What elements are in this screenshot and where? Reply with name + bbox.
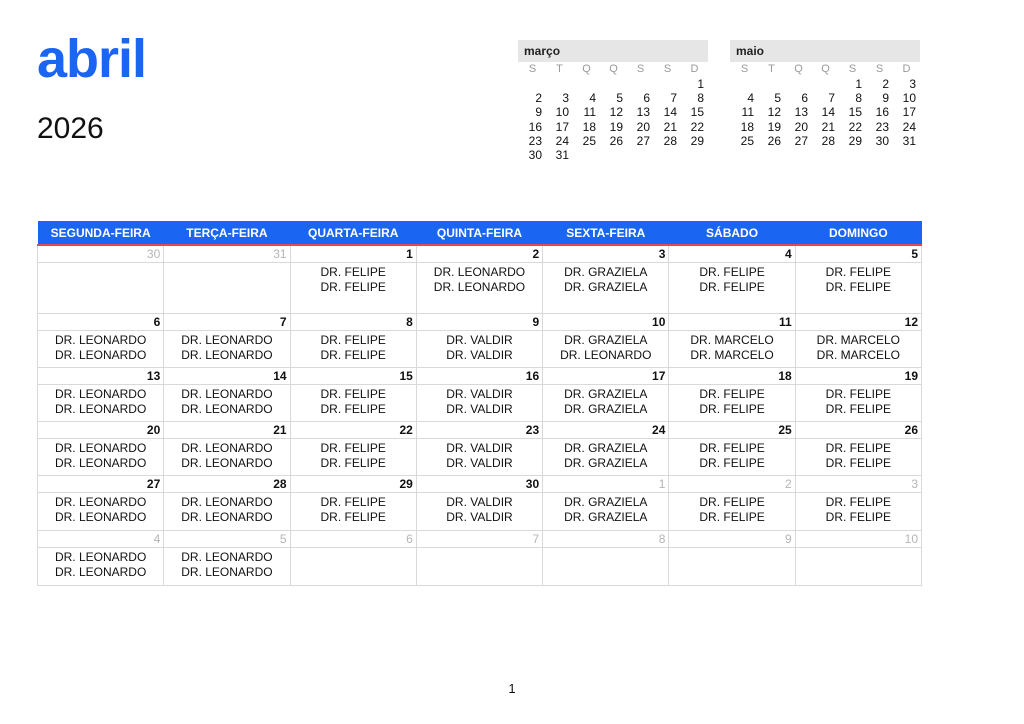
schedule-entry: DR. FELIPE (699, 441, 765, 455)
day-number: 9 (416, 314, 542, 331)
day-number: 3 (795, 476, 921, 493)
schedule-entry: DR. LEONARDO (181, 495, 273, 509)
day-number: 23 (416, 422, 542, 439)
mini-day: 13 (794, 105, 808, 120)
mini-day: 5 (616, 91, 623, 106)
week-date-row (38, 422, 922, 439)
day-number: 8 (543, 531, 669, 548)
mini-day: 1 (697, 77, 704, 91)
mini-day (545, 77, 572, 91)
day-number: 1 (543, 476, 669, 493)
mini-day: 22 (848, 119, 862, 134)
mini-day (572, 77, 599, 91)
mini-day: 26 (767, 133, 781, 148)
day-cell[interactable] (164, 548, 290, 586)
day-number: 17 (543, 368, 669, 385)
day-number: 7 (416, 531, 542, 548)
mini-weekday-label: S (848, 63, 857, 75)
day-cell[interactable] (290, 385, 416, 422)
mini-day: 18 (740, 119, 754, 134)
mini-day: 10 (555, 105, 569, 120)
schedule-entry: DR. GRAZIELA (564, 441, 648, 455)
day-cell[interactable] (38, 263, 164, 314)
day-number: 28 (164, 476, 290, 493)
schedule-entry: DR. GRAZIELA (564, 387, 648, 401)
mini-weekday-label: Q (609, 63, 618, 75)
schedule-entry: DR. FELIPE (320, 441, 386, 455)
day-cell[interactable] (669, 263, 795, 314)
schedule-entry: DR. FELIPE (825, 387, 892, 401)
mini-calendar-grid (518, 62, 707, 162)
week-date-row (38, 531, 922, 548)
mini-day: 31 (902, 133, 916, 148)
mini-day: 21 (663, 119, 677, 134)
schedule-entry: DR. VALDIR (446, 402, 513, 416)
day-cell[interactable] (164, 493, 290, 531)
week-entries-row (38, 548, 922, 586)
mini-day: 6 (801, 91, 808, 106)
schedule-entry: DR. LEONARDO (54, 510, 147, 524)
mini-day: 16 (875, 105, 889, 120)
day-cell[interactable] (795, 331, 921, 368)
schedule-entry: DR. GRAZIELA (564, 495, 648, 509)
schedule-entry: DR. FELIPE (825, 456, 892, 470)
mini-day (680, 148, 707, 162)
day-cell[interactable] (795, 493, 921, 531)
mini-day (599, 77, 626, 91)
mini-day: 16 (528, 119, 542, 134)
schedule-entry: DR. GRAZIELA (564, 510, 648, 524)
day-cell[interactable] (795, 548, 921, 586)
mini-day: 14 (821, 105, 835, 120)
schedule-entry: DR. LEONARDO (560, 348, 652, 362)
schedule-entry: DR. MARCELO (816, 333, 901, 347)
day-cell[interactable] (416, 548, 542, 586)
day-cell[interactable] (795, 439, 921, 476)
day-cell[interactable] (290, 331, 416, 368)
schedule-entry: DR. VALDIR (446, 510, 513, 524)
mini-day: 10 (902, 91, 916, 106)
weekday-header: QUINTA-FEIRA (416, 221, 542, 245)
mini-day (599, 148, 626, 162)
day-cell[interactable] (669, 493, 795, 531)
mini-day: 9 (535, 105, 542, 120)
schedule-entry: DR. FELIPE (320, 280, 386, 294)
day-cell[interactable] (38, 385, 164, 422)
mini-day: 2 (882, 77, 889, 91)
schedule-entry: DR. FELIPE (825, 265, 892, 279)
day-number: 5 (795, 245, 921, 263)
day-number: 8 (290, 314, 416, 331)
schedule-entry: DR. FELIPE (825, 280, 892, 294)
day-number: 1 (290, 245, 416, 263)
schedule-entry: DR. MARCELO (816, 348, 901, 362)
schedule-entry: DR. FELIPE (320, 495, 386, 509)
day-number: 31 (164, 245, 290, 263)
mini-day: 11 (741, 105, 754, 120)
day-number: 10 (543, 314, 669, 331)
schedule-entry: DR. FELIPE (320, 387, 386, 401)
week-entries-row (38, 263, 922, 314)
mini-day: 19 (609, 119, 623, 134)
mini-day: 8 (697, 91, 704, 106)
day-number: 6 (38, 314, 164, 331)
mini-day: 1 (855, 77, 862, 91)
day-number: 9 (669, 531, 795, 548)
mini-weekday-label: S (740, 63, 749, 75)
mini-day: 25 (582, 133, 596, 148)
mini-calendar-previous-month (518, 40, 708, 162)
day-cell[interactable] (543, 548, 669, 586)
day-cell[interactable] (290, 263, 416, 314)
day-number: 26 (795, 422, 921, 439)
schedule-entry: DR. VALDIR (446, 348, 513, 362)
schedule-entry: DR. LEONARDO (181, 387, 273, 401)
day-cell[interactable] (669, 385, 795, 422)
schedule-entry: DR. FELIPE (320, 348, 386, 362)
weekday-header: DOMINGO (795, 221, 921, 245)
day-number: 18 (669, 368, 795, 385)
mini-day: 15 (848, 105, 862, 120)
year-title: 2026 (37, 112, 104, 145)
schedule-entry: DR. VALDIR (446, 495, 513, 509)
mini-day: 15 (690, 105, 704, 120)
mini-day: 4 (747, 91, 754, 106)
week-entries-row (38, 385, 922, 422)
day-cell[interactable] (164, 263, 290, 314)
day-number: 24 (543, 422, 669, 439)
day-cell[interactable] (416, 385, 542, 422)
schedule-entry: DR. FELIPE (320, 402, 386, 416)
day-cell[interactable] (669, 331, 795, 368)
schedule-entry: DR. FELIPE (320, 265, 386, 279)
mini-day: 29 (690, 133, 704, 148)
mini-calendar-title: maio (730, 40, 920, 62)
day-cell[interactable] (38, 331, 164, 368)
mini-day: 27 (636, 133, 650, 148)
schedule-entry: DR. LEONARDO (181, 348, 273, 362)
mini-day (653, 148, 680, 162)
mini-day (572, 148, 599, 162)
day-cell[interactable] (416, 493, 542, 531)
mini-weekday-label: T (768, 63, 775, 75)
day-number: 5 (164, 531, 290, 548)
day-cell[interactable] (38, 493, 164, 531)
mini-day: 31 (555, 147, 569, 162)
day-number: 3 (543, 245, 669, 263)
mini-day: 4 (589, 91, 596, 106)
mini-day: 26 (609, 133, 623, 148)
schedule-entry: DR. FELIPE (699, 402, 765, 416)
mini-day: 13 (636, 105, 650, 120)
mini-day: 20 (794, 119, 808, 134)
mini-day: 28 (821, 133, 835, 148)
day-number: 2 (669, 476, 795, 493)
mini-day: 25 (740, 133, 754, 148)
schedule-entry: DR. LEONARDO (181, 510, 273, 524)
mini-day: 23 (528, 133, 542, 148)
schedule-entry: DR. FELIPE (825, 402, 892, 416)
day-cell[interactable] (290, 548, 416, 586)
mini-day (626, 77, 653, 91)
day-number: 20 (38, 422, 164, 439)
mini-weekday-label: Q (794, 63, 803, 75)
day-number: 4 (38, 531, 164, 548)
month-title: abril (37, 29, 147, 89)
schedule-entry: DR. FELIPE (699, 280, 765, 294)
mini-day: 29 (848, 133, 862, 148)
day-number: 4 (669, 245, 795, 263)
day-number: 16 (416, 368, 542, 385)
schedule-entry: DR. FELIPE (320, 510, 386, 524)
mini-day: 3 (562, 91, 569, 106)
mini-weekday-label: Q (582, 63, 591, 75)
day-cell[interactable] (38, 548, 164, 586)
day-number: 30 (416, 476, 542, 493)
day-cell[interactable] (795, 385, 921, 422)
schedule-entry: DR. MARCELO (690, 348, 774, 362)
mini-day: 19 (767, 119, 781, 134)
mini-calendar-title: março (518, 40, 708, 62)
mini-day: 24 (902, 119, 916, 134)
day-cell[interactable] (543, 493, 669, 531)
mini-day: 28 (663, 133, 677, 148)
schedule-entry: DR. LEONARDO (54, 565, 147, 579)
day-cell[interactable] (795, 263, 921, 314)
schedule-entry: DR. LEONARDO (181, 550, 273, 564)
mini-day: 22 (690, 119, 704, 134)
day-cell[interactable] (416, 331, 542, 368)
day-number: 13 (38, 368, 164, 385)
mini-day: 30 (528, 147, 542, 162)
schedule-entry: DR. LEONARDO (54, 441, 147, 455)
schedule-entry: DR. GRAZIELA (564, 265, 648, 279)
mini-day: 2 (535, 91, 542, 106)
schedule-entry: DR. FELIPE (825, 495, 892, 509)
schedule-entry: DR. LEONARDO (54, 456, 147, 470)
week-date-row (38, 314, 922, 331)
mini-day: 9 (882, 91, 889, 106)
day-number: 29 (290, 476, 416, 493)
mini-day: 27 (794, 133, 808, 148)
schedule-entry: DR. LEONARDO (433, 280, 526, 294)
schedule-entry: DR. LEONARDO (54, 333, 147, 347)
week-date-row (38, 245, 922, 263)
schedule-entry: DR. VALDIR (446, 333, 513, 347)
schedule-entry: DR. LEONARDO (181, 565, 273, 579)
day-number: 7 (164, 314, 290, 331)
mini-weekday-label: S (875, 63, 884, 75)
week-date-row (38, 368, 922, 385)
week-entries-row (38, 493, 922, 531)
mini-day: 17 (902, 105, 916, 120)
day-number: 22 (290, 422, 416, 439)
schedule-entry: DR. FELIPE (699, 456, 765, 470)
schedule-entry: DR. LEONARDO (181, 441, 273, 455)
schedule-entry: DR. GRAZIELA (564, 280, 648, 294)
mini-day (784, 77, 811, 91)
schedule-entry: DR. FELIPE (699, 510, 765, 524)
day-cell[interactable] (543, 331, 669, 368)
schedule-entry: DR. FELIPE (699, 387, 765, 401)
schedule-entry: DR. LEONARDO (54, 550, 147, 564)
day-cell[interactable] (416, 439, 542, 476)
weekday-header: SEXTA-FEIRA (543, 221, 669, 245)
mini-day: 11 (583, 105, 596, 120)
mini-day: 5 (774, 91, 781, 106)
schedule-entry: DR. FELIPE (825, 441, 892, 455)
mini-day: 18 (582, 119, 596, 134)
mini-weekday-label: Q (821, 63, 830, 75)
weekday-header: SEGUNDA-FEIRA (38, 221, 164, 245)
day-cell[interactable] (416, 263, 542, 314)
mini-day: 21 (821, 119, 835, 134)
schedule-entry: DR. FELIPE (320, 456, 386, 470)
schedule-entry: DR. FELIPE (699, 265, 765, 279)
mini-day: 7 (670, 91, 677, 106)
schedule-entry: DR. LEONARDO (54, 495, 147, 509)
day-cell[interactable] (290, 439, 416, 476)
mini-day (811, 77, 838, 91)
day-number: 15 (290, 368, 416, 385)
weekday-header: QUARTA-FEIRA (290, 221, 416, 245)
day-number: 14 (164, 368, 290, 385)
day-number: 2 (416, 245, 542, 263)
schedule-entry: DR. GRAZIELA (564, 456, 648, 470)
schedule-entry: DR. LEONARDO (181, 402, 273, 416)
month-calendar-table (37, 221, 922, 586)
schedule-entry: DR. VALDIR (446, 456, 513, 470)
mini-day: 7 (828, 91, 835, 106)
mini-weekday-label: S (636, 63, 645, 75)
day-cell[interactable] (543, 439, 669, 476)
mini-weekday-label: D (902, 63, 911, 75)
mini-day: 17 (555, 119, 569, 134)
week-entries-row (38, 439, 922, 476)
mini-day: 23 (875, 119, 889, 134)
mini-day: 20 (636, 119, 650, 134)
day-cell[interactable] (543, 263, 669, 314)
mini-day: 14 (663, 105, 677, 120)
day-number: 11 (669, 314, 795, 331)
mini-day (653, 77, 680, 91)
week-date-row (38, 476, 922, 493)
page-number: 1 (508, 681, 516, 696)
mini-day: 12 (609, 105, 623, 120)
mini-day (626, 148, 653, 162)
schedule-entry: DR. LEONARDO (54, 348, 147, 362)
day-cell[interactable] (543, 385, 669, 422)
mini-day (757, 77, 784, 91)
mini-day (518, 77, 545, 91)
day-cell[interactable] (164, 385, 290, 422)
mini-weekday-label: S (528, 63, 537, 75)
schedule-entry: DR. GRAZIELA (564, 402, 648, 416)
day-number: 30 (38, 245, 164, 263)
schedule-entry: DR. FELIPE (699, 495, 765, 509)
schedule-entry: DR. FELIPE (320, 333, 386, 347)
mini-day: 3 (909, 77, 916, 91)
mini-day: 12 (767, 105, 781, 120)
weekday-header: TERÇA-FEIRA (164, 221, 290, 245)
schedule-entry: DR. VALDIR (446, 387, 513, 401)
day-cell[interactable] (38, 439, 164, 476)
schedule-entry: DR. LEONARDO (181, 333, 273, 347)
schedule-entry: DR. MARCELO (690, 333, 774, 347)
schedule-entry: DR. LEONARDO (433, 265, 526, 279)
day-cell[interactable] (669, 439, 795, 476)
day-cell[interactable] (669, 548, 795, 586)
day-number: 21 (164, 422, 290, 439)
day-number: 25 (669, 422, 795, 439)
weekday-header: SÁBADO (669, 221, 795, 245)
week-entries-row (38, 331, 922, 368)
mini-calendar-next-month (730, 40, 920, 148)
schedule-entry: DR. FELIPE (825, 510, 892, 524)
day-cell[interactable] (164, 331, 290, 368)
schedule-entry: DR. VALDIR (446, 441, 513, 455)
day-cell[interactable] (290, 493, 416, 531)
day-number: 19 (795, 368, 921, 385)
mini-day (730, 77, 757, 91)
schedule-entry: DR. LEONARDO (181, 456, 273, 470)
schedule-entry: DR. LEONARDO (54, 387, 147, 401)
day-cell[interactable] (164, 439, 290, 476)
schedule-entry: DR. LEONARDO (54, 402, 147, 416)
mini-day: 24 (555, 133, 569, 148)
mini-weekday-label: D (690, 63, 699, 75)
mini-day: 30 (875, 133, 889, 148)
mini-calendar-grid (730, 62, 919, 148)
day-number: 10 (795, 531, 921, 548)
weekday-header-row (38, 221, 922, 245)
day-number: 6 (290, 531, 416, 548)
schedule-entry: DR. GRAZIELA (564, 333, 648, 347)
day-number: 12 (795, 314, 921, 331)
mini-weekday-label: S (663, 63, 672, 75)
mini-weekday-label: T (556, 63, 563, 75)
mini-day: 8 (855, 91, 862, 106)
day-number: 27 (38, 476, 164, 493)
mini-day: 6 (643, 91, 650, 106)
